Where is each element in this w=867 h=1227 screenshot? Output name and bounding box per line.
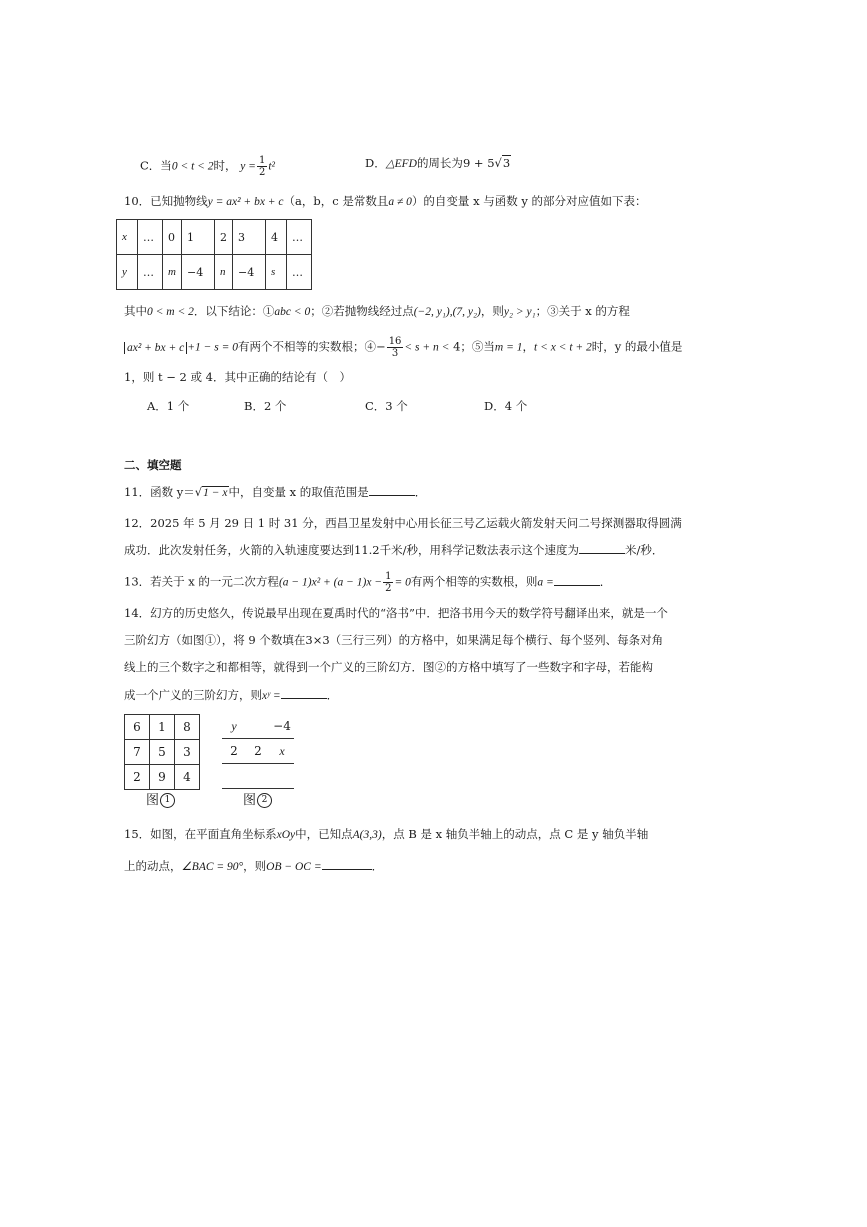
- fraction-numerator: 1: [385, 571, 392, 582]
- grid-cell: x: [270, 739, 294, 764]
- grid-row: [222, 764, 294, 789]
- text: ．: [326, 688, 339, 702]
- math-expression: ∠BAC = 90°: [181, 861, 244, 873]
- circled-number: 1: [160, 793, 175, 808]
- q10-option-a: A．1 个: [147, 399, 190, 413]
- table-row-y: [117, 255, 312, 290]
- q14-line2: 三阶幻方（如图①），将 9 个数填在3×3（三行三列）的方格中，如果满足每个横行、每个竖列、每条对角: [124, 633, 664, 647]
- caption-text: 图: [243, 793, 257, 808]
- table-cell: …: [287, 255, 312, 290]
- grid-cell: −4: [270, 714, 294, 739]
- q12-line1: 12．2025 年 5 月 29 日 1 时 31 分，西昌卫星发射中心用长征三号乙运载火箭发射天问二号探测器取得圆满: [124, 516, 682, 530]
- text: 中，已知点: [295, 827, 353, 841]
- table-cell: m: [163, 255, 182, 290]
- grid-row: [222, 714, 294, 739]
- math-expression: abc < 0: [274, 306, 311, 318]
- grid-cell: 8: [175, 715, 200, 740]
- q10-line3: ax² + bx + c +1 − s = 0有两个不相等的实数根；④− $\frac{16}{3}$ < s + n < 4；⑤当m = 1，t < x < t + 2时，y 的最小值是: [124, 336, 682, 359]
- fraction-denominator: 3: [391, 348, 399, 359]
- grid-row: [125, 715, 200, 740]
- math-expression: < s + n <: [404, 341, 450, 354]
- text: ；③关于 x 的方程: [535, 304, 630, 318]
- text: ．: [414, 485, 427, 499]
- grid-cell: y: [222, 714, 246, 739]
- q13: [124, 571, 611, 594]
- q10-stem: [124, 193, 647, 209]
- text: 时，: [213, 158, 237, 173]
- math-expression: t < x < t + 2: [534, 341, 592, 354]
- fraction: [257, 155, 267, 178]
- text: 4；⑤当: [453, 339, 495, 354]
- math-expression: OB − OC =: [266, 861, 322, 873]
- text: （a，b，c 是常数且: [283, 194, 389, 208]
- magic-square-2: [222, 714, 294, 789]
- grid-cell: [270, 764, 294, 789]
- table-cell: 4: [266, 220, 287, 255]
- q10-line4: 1，则 t − 2 或 4．其中正确的结论有（ ）: [124, 370, 351, 384]
- figure-caption-1: [146, 789, 175, 808]
- math-expression: +1 − s = 0: [187, 341, 239, 354]
- text: ，: [522, 339, 534, 354]
- answer-blank[interactable]: [554, 573, 600, 586]
- math-expression: △EFD: [385, 158, 417, 170]
- text: 有两个相等的实数根，则: [410, 574, 538, 589]
- text: 15．如图，在平面直角坐标系: [124, 827, 277, 841]
- circled-number: 2: [257, 793, 272, 808]
- table-cell: y: [117, 255, 138, 290]
- text: 成一个广义的三阶幻方，则: [124, 688, 262, 702]
- math-expression: a =: [537, 576, 554, 589]
- absolute-value: ax² + bx + c: [124, 342, 187, 354]
- text: 13．若关于 x 的一元二次方程: [124, 574, 279, 589]
- fraction-numerator: 16: [388, 336, 402, 347]
- math-expression: a ≠ 0: [388, 196, 412, 208]
- text: 的周长为: [416, 156, 463, 170]
- q15-line1: [124, 826, 648, 842]
- fraction-numerator: 1: [258, 155, 266, 166]
- answer-blank[interactable]: [322, 857, 372, 870]
- figure-caption-2: [243, 789, 272, 808]
- answer-blank[interactable]: [369, 483, 415, 496]
- grid-cell: 2: [246, 739, 270, 764]
- math-expression: = 0: [394, 576, 411, 589]
- value-table: [116, 219, 312, 290]
- math-expression: m = 1: [494, 341, 523, 354]
- fraction: [383, 571, 393, 594]
- grid-cell: 2: [125, 765, 150, 790]
- answer-blank[interactable]: [579, 541, 625, 554]
- text: ．: [371, 859, 384, 873]
- q10-option-b: B．2 个: [244, 399, 287, 413]
- radicand: 3: [502, 156, 511, 170]
- q10-line2: [124, 303, 630, 319]
- table-cell: s: [266, 255, 287, 290]
- grid-cell: 5: [150, 740, 175, 765]
- grid-cell: 2: [222, 739, 246, 764]
- text: ，点 B 是 x 轴负半轴上的动点，点 C 是 y 轴负半轴: [381, 827, 649, 841]
- math-expression: 9 + 5: [462, 156, 495, 170]
- grid-cell: 6: [125, 715, 150, 740]
- table-cell: …: [138, 255, 163, 290]
- grid-cell: 4: [175, 765, 200, 790]
- text: 成功．此次发射任务，火箭的入轨速度要达到11.2千米/秒，用科学记数法表示这个速度为: [124, 543, 579, 557]
- grid-cell: 7: [125, 740, 150, 765]
- option-label: D．: [365, 156, 386, 170]
- text: ．: [599, 574, 612, 589]
- table-cell: …: [287, 220, 312, 255]
- grid-cell: 3: [175, 740, 200, 765]
- table-cell: n: [215, 255, 233, 290]
- text: 米/秒．: [624, 543, 664, 557]
- table-cell: 1: [182, 220, 215, 255]
- q14-line4: [124, 686, 338, 703]
- grid-cell: [222, 764, 246, 789]
- grid-cell: [246, 764, 270, 789]
- table-cell: 2: [215, 220, 233, 255]
- radicand: 1 − x: [203, 487, 228, 499]
- math-expression: (−2, y₁),(7, y₂): [413, 306, 481, 318]
- text: ；②若抛物线经过点: [310, 304, 414, 318]
- text: ．以下结论：①: [193, 304, 275, 318]
- table-cell: −4: [233, 255, 266, 290]
- q14-line3: 线上的三个数字之和都相等，就得到一个广义的三阶幻方．图②的方格中填写了一些数字和字母，若能构: [124, 660, 653, 674]
- math-expression: t²: [268, 160, 275, 173]
- text: ，则: [480, 304, 504, 318]
- option-label: C．当: [140, 158, 172, 173]
- fraction-denominator: 2: [385, 583, 392, 594]
- math-expression: 0 < m < 2: [147, 306, 194, 318]
- grid-cell: 1: [150, 715, 175, 740]
- table-cell: 3: [233, 220, 266, 255]
- grid-row: [125, 740, 200, 765]
- table-cell: x: [117, 220, 138, 255]
- grid-row: [125, 765, 200, 790]
- math-expression: xʸ =: [262, 690, 281, 702]
- math-expression: 0 < t < 2: [171, 160, 214, 173]
- q14-line1: 14．幻方的历史悠久，传说最早出现在夏禹时代的“洛书”中．把洛书用今天的数学符号翻译出来，就是一个: [124, 606, 668, 620]
- q9-option-d: D．△EFD的周长为9 + 5√3: [365, 156, 511, 170]
- table-cell: −4: [182, 255, 215, 290]
- math-expression: xOy: [276, 829, 296, 841]
- q15-line2: [124, 857, 383, 874]
- fraction-denominator: 2: [258, 167, 266, 178]
- math-expression: A(3,3): [352, 829, 382, 841]
- q12-line2: [124, 541, 663, 558]
- q10-option-c: C．3 个: [365, 399, 408, 413]
- q10-option-d: D．4 个: [484, 399, 528, 413]
- q9-option-c: [140, 155, 275, 178]
- text: ，则: [243, 859, 267, 873]
- math-expression: y =: [240, 160, 256, 173]
- question-number: 10．已知抛物线: [124, 194, 208, 208]
- magic-square-1: [124, 714, 200, 790]
- text: 时，y 的最小值是: [591, 339, 683, 354]
- grid-cell: [246, 714, 270, 739]
- text: 11．函数 y＝: [124, 485, 195, 499]
- caption-text: 图: [146, 793, 160, 808]
- math-expression: y₂ > y₁: [503, 306, 536, 318]
- table-cell: 0: [163, 220, 182, 255]
- text: 上的动点，: [124, 859, 182, 873]
- math-expression: (a − 1)x² + (a − 1)x −: [278, 576, 383, 589]
- text: 中，自变量 x 的取值范围是: [228, 485, 369, 499]
- answer-blank[interactable]: [281, 686, 327, 699]
- table-row-x: [117, 220, 312, 255]
- table-cell: …: [138, 220, 163, 255]
- grid-row: [222, 739, 294, 764]
- q11: 11．函数 y＝√1 − x中，自变量 x 的取值范围是 ．: [124, 485, 427, 499]
- math-expression: y = ax² + bx + c: [207, 196, 284, 208]
- text: 其中: [124, 304, 147, 318]
- section-heading: 二、填空题: [124, 458, 182, 472]
- text: ）的自变量 x 与函数 y 的部分对应值如下表：: [411, 194, 647, 208]
- text: 有两个不相等的实数根；④: [238, 339, 377, 354]
- grid-cell: 9: [150, 765, 175, 790]
- fraction: [387, 336, 404, 359]
